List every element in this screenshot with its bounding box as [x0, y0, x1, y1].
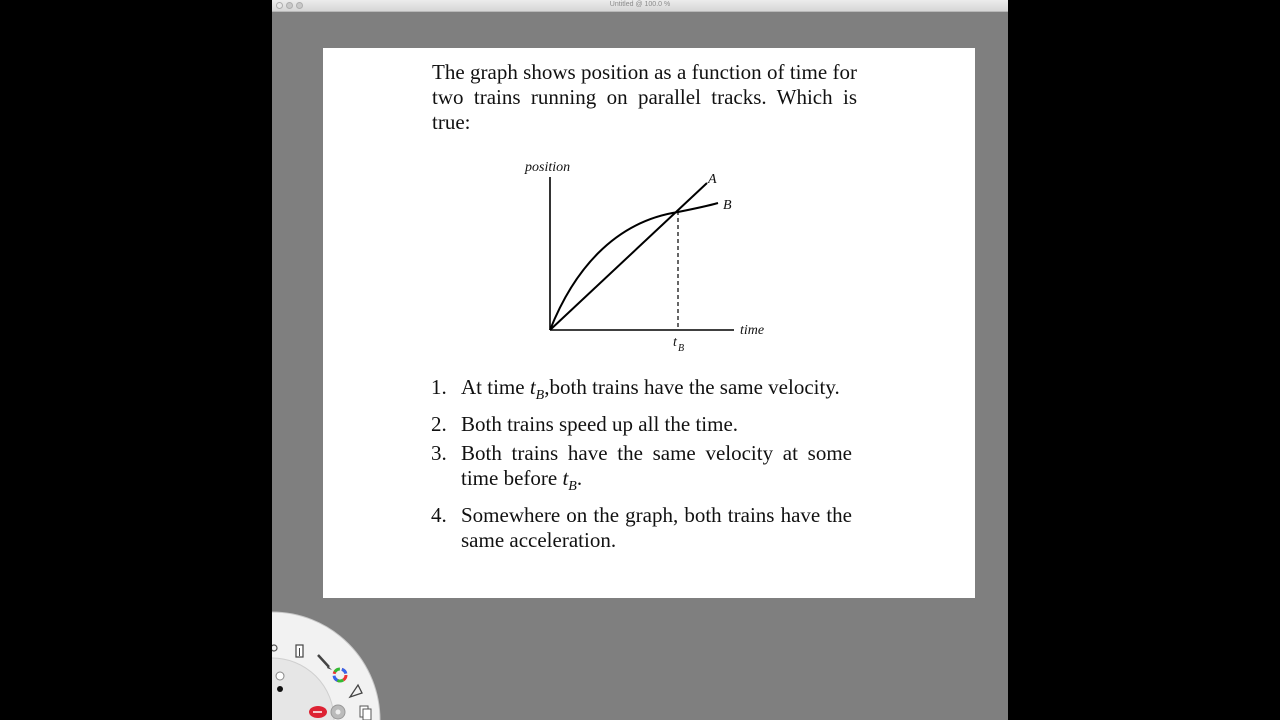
option-number: 2.: [431, 412, 447, 436]
pin-icon[interactable]: [272, 645, 277, 651]
option-text: Both trains speed up all the time.: [461, 412, 739, 436]
answer-options: [431, 375, 852, 557]
train-b-curve: [550, 203, 718, 330]
slide-canvas: [323, 48, 975, 598]
pen-icon[interactable]: [318, 655, 332, 670]
option-text: Both trains have the same velocity at some time before: [461, 441, 852, 490]
option-text: At time: [461, 375, 530, 399]
title-bar: [272, 0, 1008, 12]
eraser-icon[interactable]: [296, 645, 303, 657]
window-title: Untitled @ 100.0 %: [609, 1, 671, 8]
dot-icon[interactable]: [276, 672, 284, 692]
option-2: [431, 412, 852, 437]
tb-label-sub: B: [678, 343, 685, 354]
series-b-label: B: [723, 198, 732, 213]
option-text-end: .: [576, 466, 583, 490]
y-axis-label: position: [525, 160, 571, 175]
question-text: The graph shows position as a function of time for two trains running on parallel tracks. Which is true:: [432, 60, 857, 134]
option-text: Somewhere on the graph, both trains have the same acceleration.: [461, 503, 852, 552]
page-icon[interactable]: [360, 706, 371, 720]
train-a-line: [550, 183, 707, 330]
gear-icon[interactable]: [331, 705, 345, 719]
time-variable: $t_B$: [529, 375, 545, 403]
ruler-icon[interactable]: [350, 685, 362, 697]
option-number: 3.: [431, 441, 447, 465]
undo-icon[interactable]: [309, 706, 327, 718]
option-1: [431, 375, 852, 408]
option-number: 4.: [431, 503, 447, 527]
series-a-label: A: [708, 172, 717, 187]
app-window: [272, 0, 1008, 720]
tb-label-main: t: [673, 335, 677, 350]
option-3: [431, 441, 852, 499]
color-wheel-icon[interactable]: [334, 669, 346, 681]
x-axis-label: time: [740, 323, 765, 338]
option-text-end: ,both trains have the same velocity.: [544, 375, 840, 399]
position-time-graph: [513, 152, 773, 362]
option-4: [431, 503, 852, 553]
option-number: 1.: [431, 375, 447, 399]
time-variable: $t_B$: [562, 466, 577, 494]
